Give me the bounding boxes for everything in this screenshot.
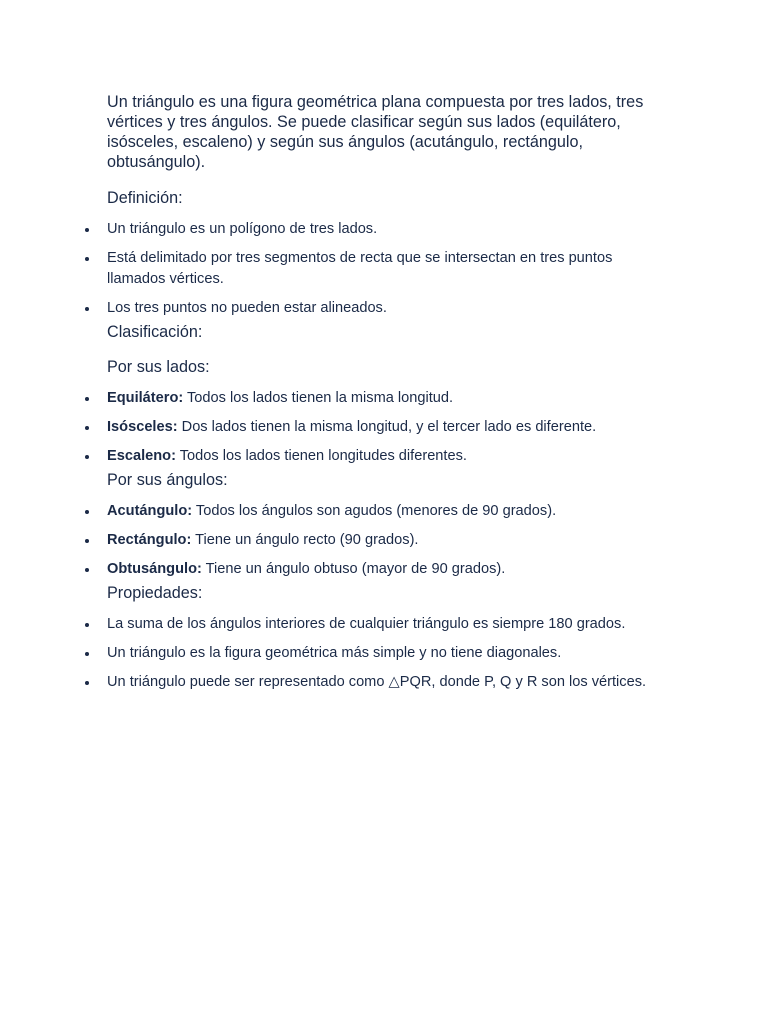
- list-angulos: [107, 501, 667, 580]
- term-rectangulo: Rectángulo:: [107, 532, 192, 548]
- intro-paragraph: Un triángulo es una figura geométrica plana compuesta por tres lados, tres vértices y tres ángulos. Se puede clasificar según sus lados (equilátero, isósceles, escaleno) y según sus ángulos (acutángulo, rectángulo, obtusángulo).: [107, 93, 644, 171]
- term-acutangulo: Acutángulo:: [107, 503, 193, 519]
- list-definicion: [107, 219, 667, 319]
- list-propiedades: [107, 614, 667, 693]
- term-equilatero: Equilátero:: [107, 390, 184, 406]
- list-item: [107, 530, 667, 551]
- list-item: [107, 388, 667, 409]
- list-item: Un triángulo es la figura geométrica más simple y no tiene diagonales.: [107, 643, 667, 664]
- description: Tiene un ángulo obtuso (mayor de 90 grados).: [201, 561, 506, 577]
- list-item: Un triángulo es un polígono de tres lados.: [107, 219, 667, 240]
- list-item: Un triángulo puede ser representado como △PQR, donde P, Q y R son los vértices.: [107, 672, 667, 693]
- list-item: Está delimitado por tres segmentos de recta que se intersectan en tres puntos llamados vértices.: [107, 248, 667, 290]
- description: Todos los ángulos son agudos (menores de 90 grados).: [192, 503, 557, 519]
- heading-por-sus-angulos: Por sus ángulos:: [107, 471, 228, 489]
- description: Todos los lados tienen longitudes diferentes.: [175, 448, 467, 464]
- description: Dos lados tienen la misma longitud, y el tercer lado es diferente.: [177, 419, 597, 435]
- heading-definicion: Definición:: [107, 189, 183, 207]
- list-item: [107, 501, 667, 522]
- description: Todos los lados tienen la misma longitud.: [183, 390, 454, 406]
- document-body: [107, 92, 667, 693]
- list-item: [107, 446, 667, 467]
- list-item: Los tres puntos no pueden estar alineados.: [107, 298, 667, 319]
- list-item: La suma de los ángulos interiores de cualquier triángulo es siempre 180 grados.: [107, 614, 667, 635]
- heading-propiedades: Propiedades:: [107, 584, 203, 602]
- list-item: [107, 417, 667, 438]
- term-escaleno: Escaleno:: [107, 448, 176, 464]
- heading-clasificacion: Clasificación:: [107, 323, 203, 341]
- term-isosceles: Isósceles:: [107, 419, 178, 435]
- term-obtusangulo: Obtusángulo:: [107, 561, 202, 577]
- list-lados: [107, 388, 667, 467]
- description: Tiene un ángulo recto (90 grados).: [191, 532, 419, 548]
- list-item: [107, 559, 667, 580]
- heading-por-sus-lados: Por sus lados:: [107, 358, 210, 376]
